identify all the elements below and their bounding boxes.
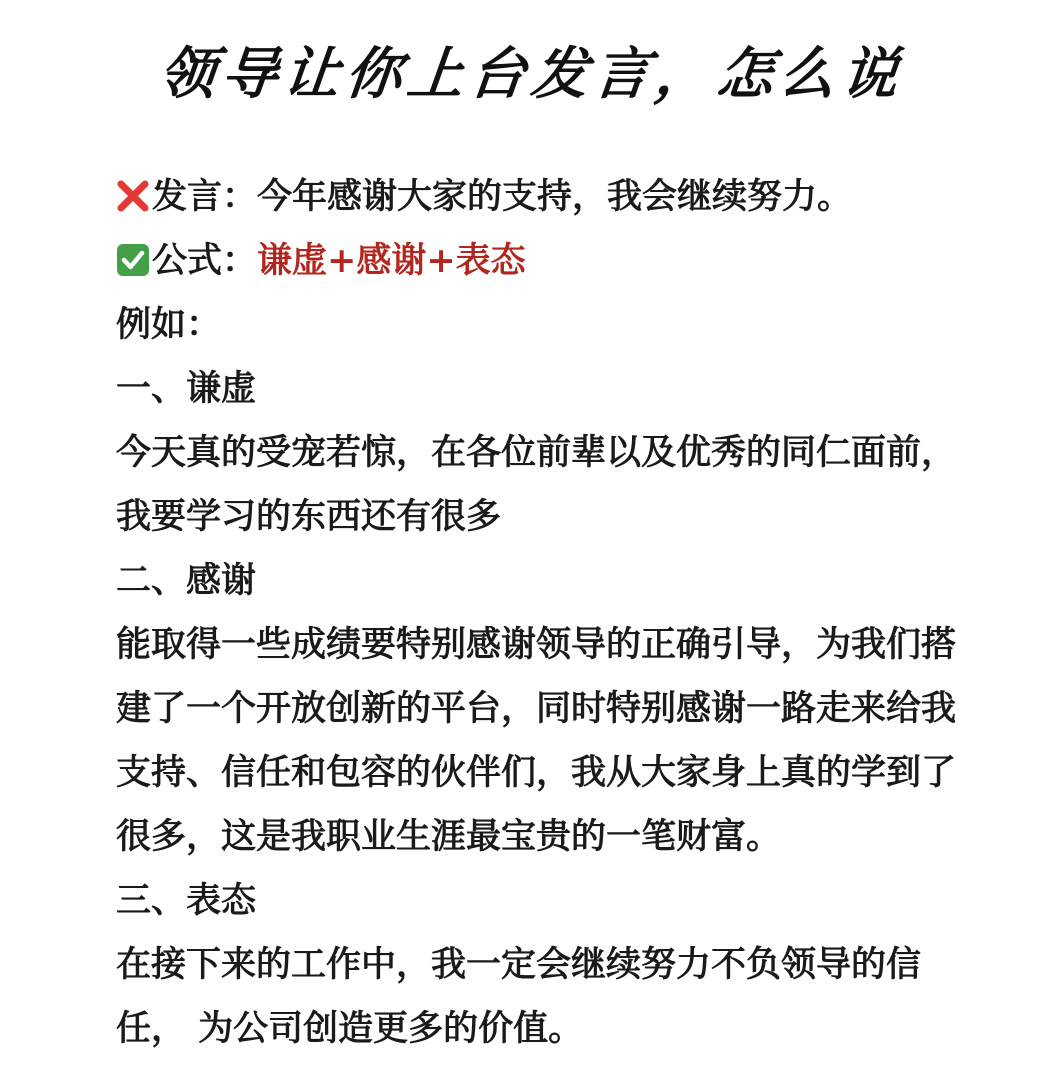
section-body-humility: 今天真的受宠若惊，在各位前辈以及优秀的同仁面前，我要学习的东西还有很多 <box>116 432 957 537</box>
formula-line <box>116 229 1016 293</box>
cross-mark-icon <box>116 179 150 213</box>
page-title: 领导让你上台发言，怎么说 <box>156 42 907 107</box>
section-body-commitment: 在接下来的工作中，我一定会继续努力不负领导的信任， 为公司创造更多的价值。 <box>116 944 922 1049</box>
example-label: 例如： <box>116 304 222 345</box>
section-heading-humility: 一、谦虚 <box>116 368 257 409</box>
article-body <box>116 165 1016 1061</box>
wrong-speech-line <box>116 165 1016 229</box>
check-mark-icon <box>116 243 150 277</box>
formula-label: 公式： <box>152 240 258 281</box>
section-heading-thanks: 二、感谢 <box>116 560 257 601</box>
wrong-speech-text: 今年感谢大家的支持，我会继续努力。 <box>257 176 853 217</box>
section-body-thanks: 能取得一些成绩要特别感谢领导的正确引导，为我们搭建了一个开放创新的平台，同时特别感谢一路走来给我支持、信任和包容的伙伴们，我从大家身上真的学到了很多，这是我职业生涯最宝贵的一笔财富。 <box>116 624 957 857</box>
wrong-speech-label: 发言： <box>152 176 258 217</box>
formula-value: 谦虚+感谢+表态 <box>257 240 526 281</box>
section-heading-commitment: 三、表态 <box>116 880 257 921</box>
